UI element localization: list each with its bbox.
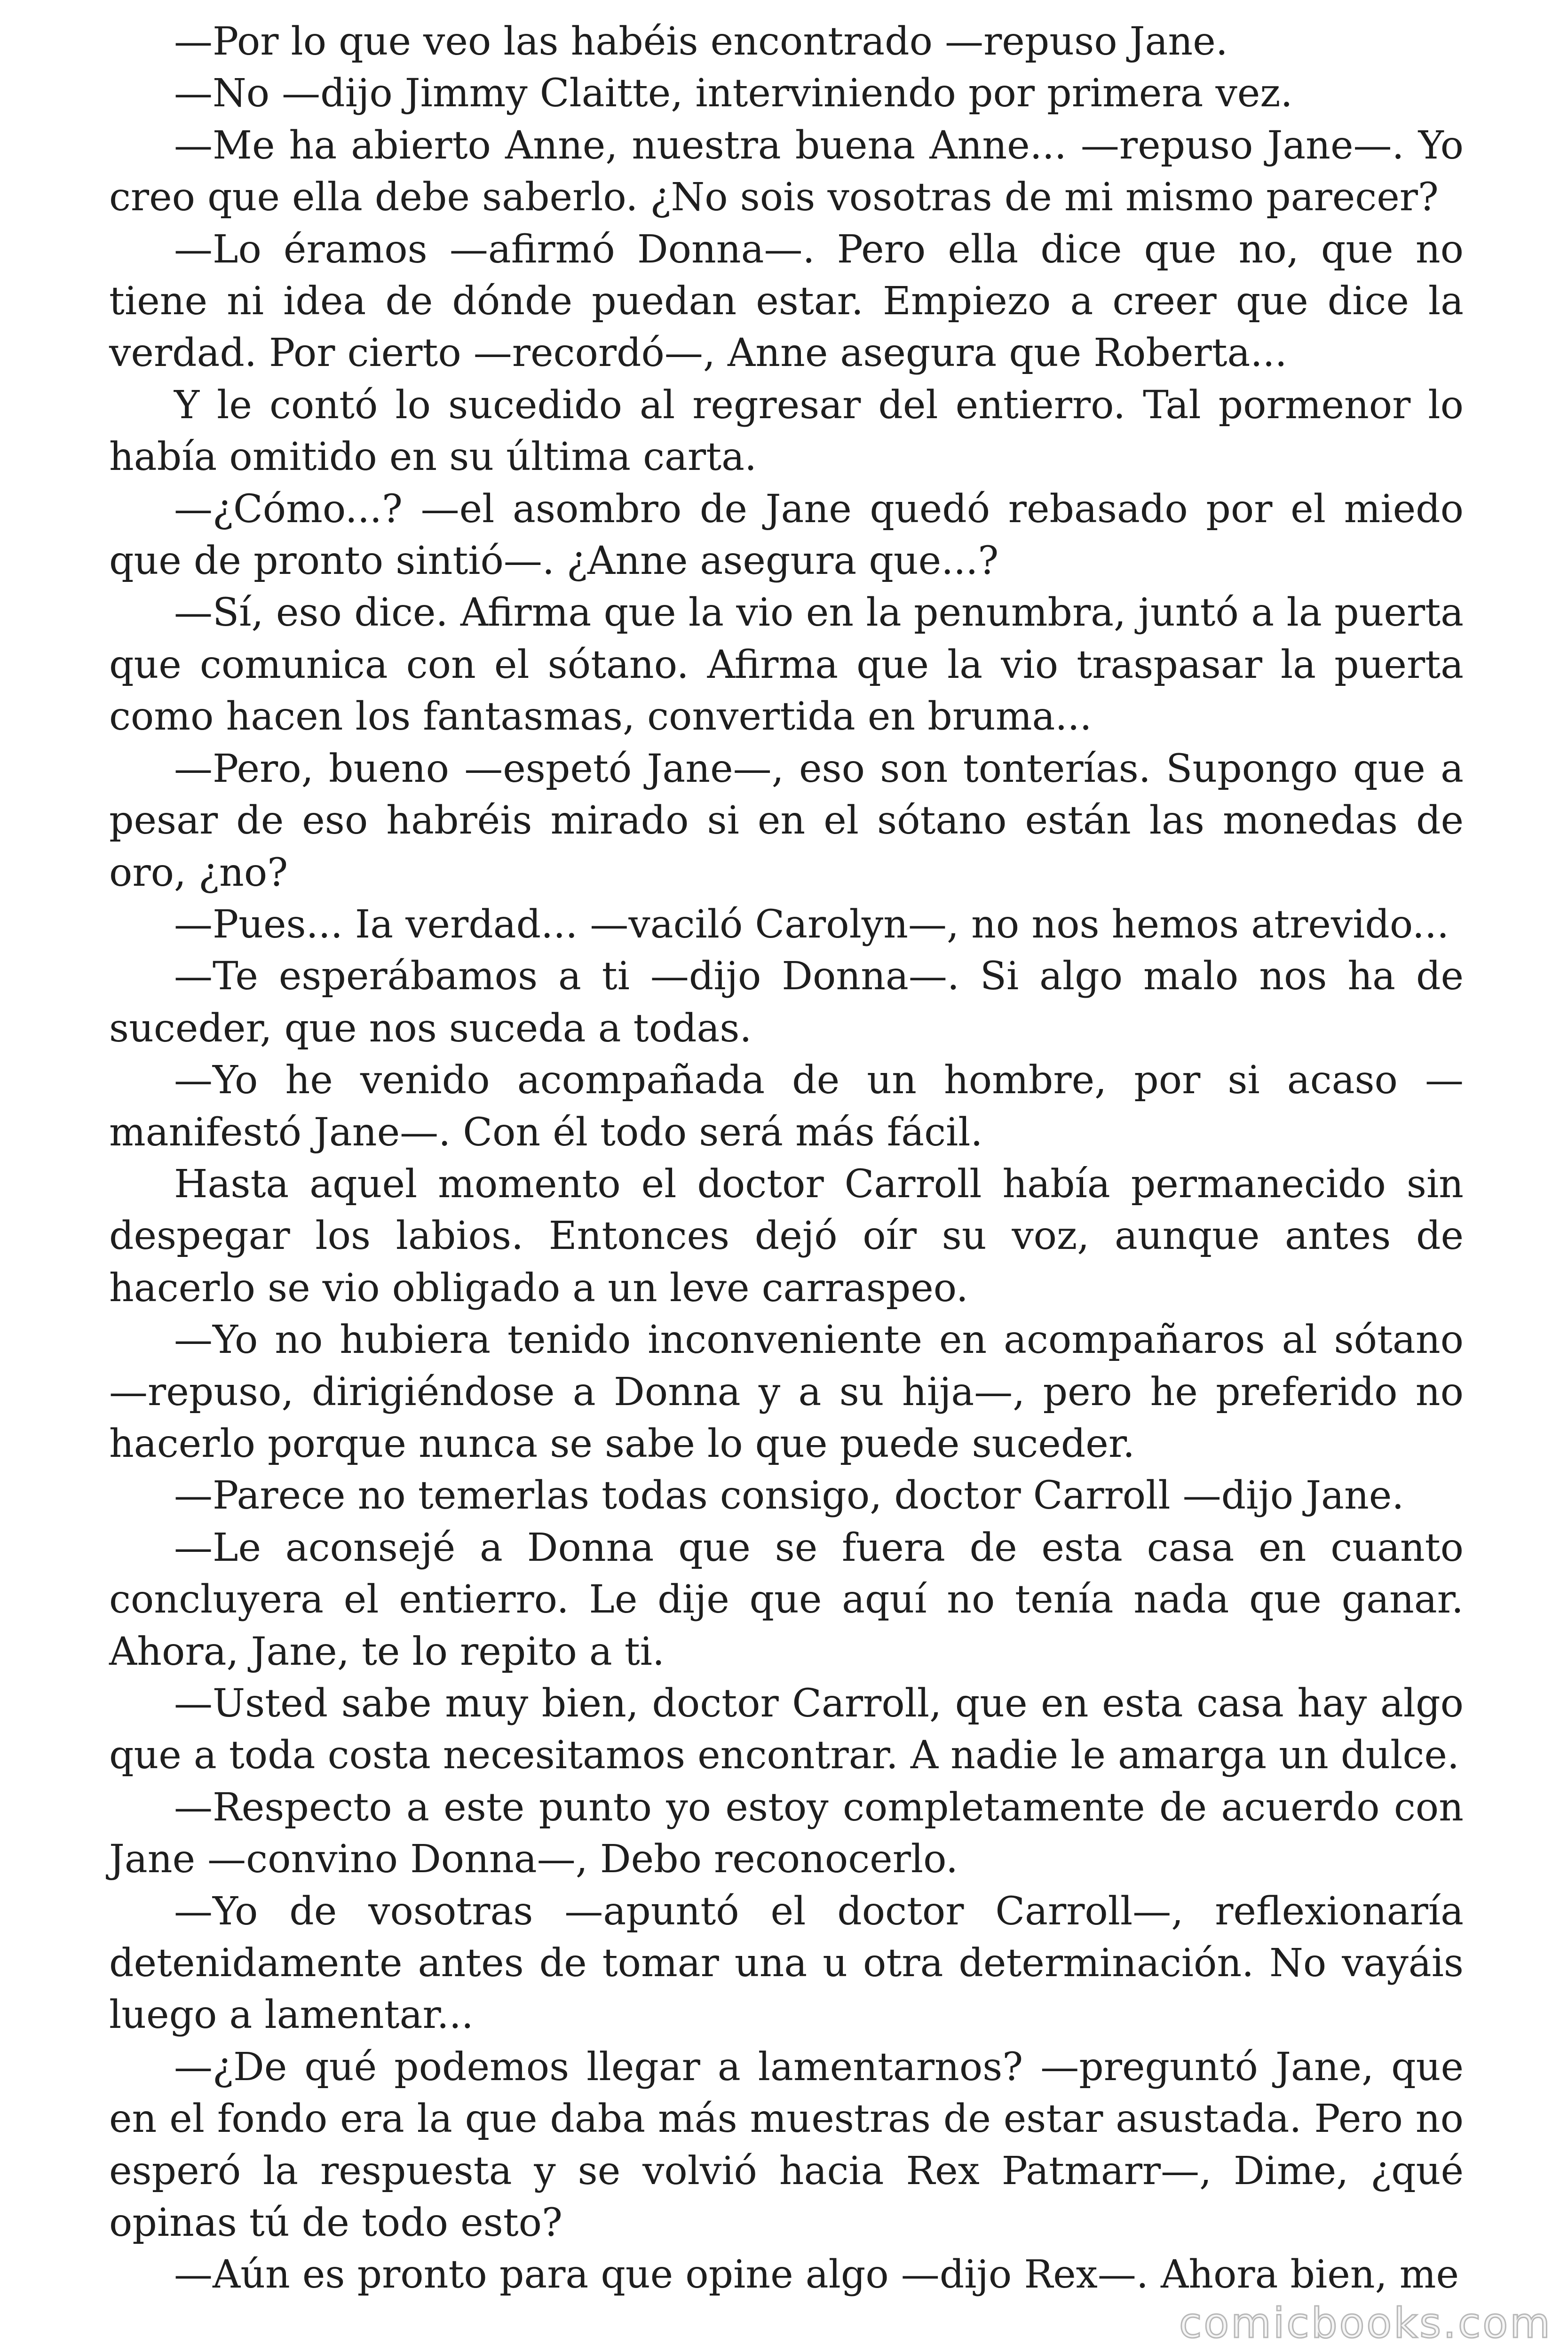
paragraph-3: —Me ha abierto Anne, nuestra buena Anne... —repuso Jane—. Yo creo que ella debe saberlo. ¿No sois vosotras de mi mismo parecer? — [109, 123, 1464, 220]
paragraph-18: —Yo de vosotras —apuntó el doctor Carroll—, reflexionaría detenidamente antes de tomar una u otra determinación. No vayáis luego a lamentar... — [109, 1889, 1464, 2038]
paragraph-2: —No —dijo Jimmy Claitte, interviniendo por primera vez. — [174, 71, 1293, 116]
paragraph-8: —Pero, bueno —espetó Jane—, eso son tonterías. Supongo que a pesar de eso habréis mirado si en el sótano están las monedas de oro, ¿no? — [109, 746, 1464, 895]
paragraph-12: Hasta aquel momento el doctor Carroll había permanecido sin despegar los labios. Entonces dejó oír su voz, aunque antes de hacerlo se vio obligado a un leve carraspeo. — [109, 1161, 1464, 1311]
paragraph-14: —Parece no temerlas todas consigo, doctor Carroll —dijo Jane. — [174, 1473, 1404, 1518]
watermark-logo: comicbooks.com — [1179, 2299, 1552, 2347]
paragraph-10: —Te esperábamos a ti —dijo Donna—. Si algo malo nos ha de suceder, que nos suceda a todas. — [109, 954, 1464, 1051]
paragraph-1: —Por lo que veo las habéis encontrado —repuso Jane. — [174, 19, 1228, 64]
paragraph-20: —Aún es pronto para que opine algo —dijo Rex—. Ahora bien, me — [174, 2252, 1459, 2297]
paragraph-19: —¿De qué podemos llegar a lamentarnos? —preguntó Jane, que en el fondo era la que daba más muestras de estar asustada. Pero no esperó la respuesta y se volvió hacia Rex Patmarr—, Dime, ¿qué opinas tú de todo esto? — [109, 2044, 1464, 2246]
paragraph-17: —Respecto a este punto yo estoy completamente de acuerdo con Jane —convino Donna—, Debo reconocerlo. — [109, 1785, 1464, 1882]
paragraph-9: —Pues... Ia verdad... —vaciló Carolyn—, no nos hemos atrevido... — [174, 902, 1449, 947]
paragraph-15: —Le aconsejé a Donna que se fuera de esta casa en cuanto concluyera el entierro. Le dije que aquí no tenía nada que ganar. Ahora, Jane, te lo repito a ti. — [109, 1525, 1464, 1674]
paragraph-5: Y le contó lo sucedido al regresar del entierro. Tal pormenor lo había omitido en su última carta. — [109, 382, 1464, 480]
body-text — [109, 16, 1464, 2301]
paragraph-6: —¿Cómo...? —el asombro de Jane quedó rebasado por el miedo que de pronto sintió—. ¿Anne asegura que...? — [109, 486, 1464, 584]
paragraph-11: —Yo he venido acompañada de un hombre, por si acaso — manifestó Jane—. Con él todo será más fácil. — [109, 1058, 1464, 1155]
paragraph-4: —Lo éramos —afirmó Donna—. Pero ella dice que no, que no tiene ni idea de dónde puedan estar. Empiezo a creer que dice la verdad. Por cierto —recordó—, Anne asegura que Roberta... — [109, 227, 1464, 376]
paragraph-13: —Yo no hubiera tenido inconveniente en acompañaros al sótano —repuso, dirigiéndose a Donna y a su hija—, pero he preferido no hacerlo porque nunca se sabe lo que puede suceder. — [109, 1318, 1464, 1466]
paragraph-7: —Sí, eso dice. Afirma que la vio en la penumbra, juntó a la puerta que comunica con el sótano. Afirma que la vio traspasar la puerta como hacen los fantasmas, convertida en bruma... — [109, 590, 1464, 739]
paragraph-16: —Usted sabe muy bien, doctor Carroll, que en esta casa hay algo que a toda costa necesitamos encontrar. A nadie le amarga un dulce. — [109, 1681, 1464, 1778]
